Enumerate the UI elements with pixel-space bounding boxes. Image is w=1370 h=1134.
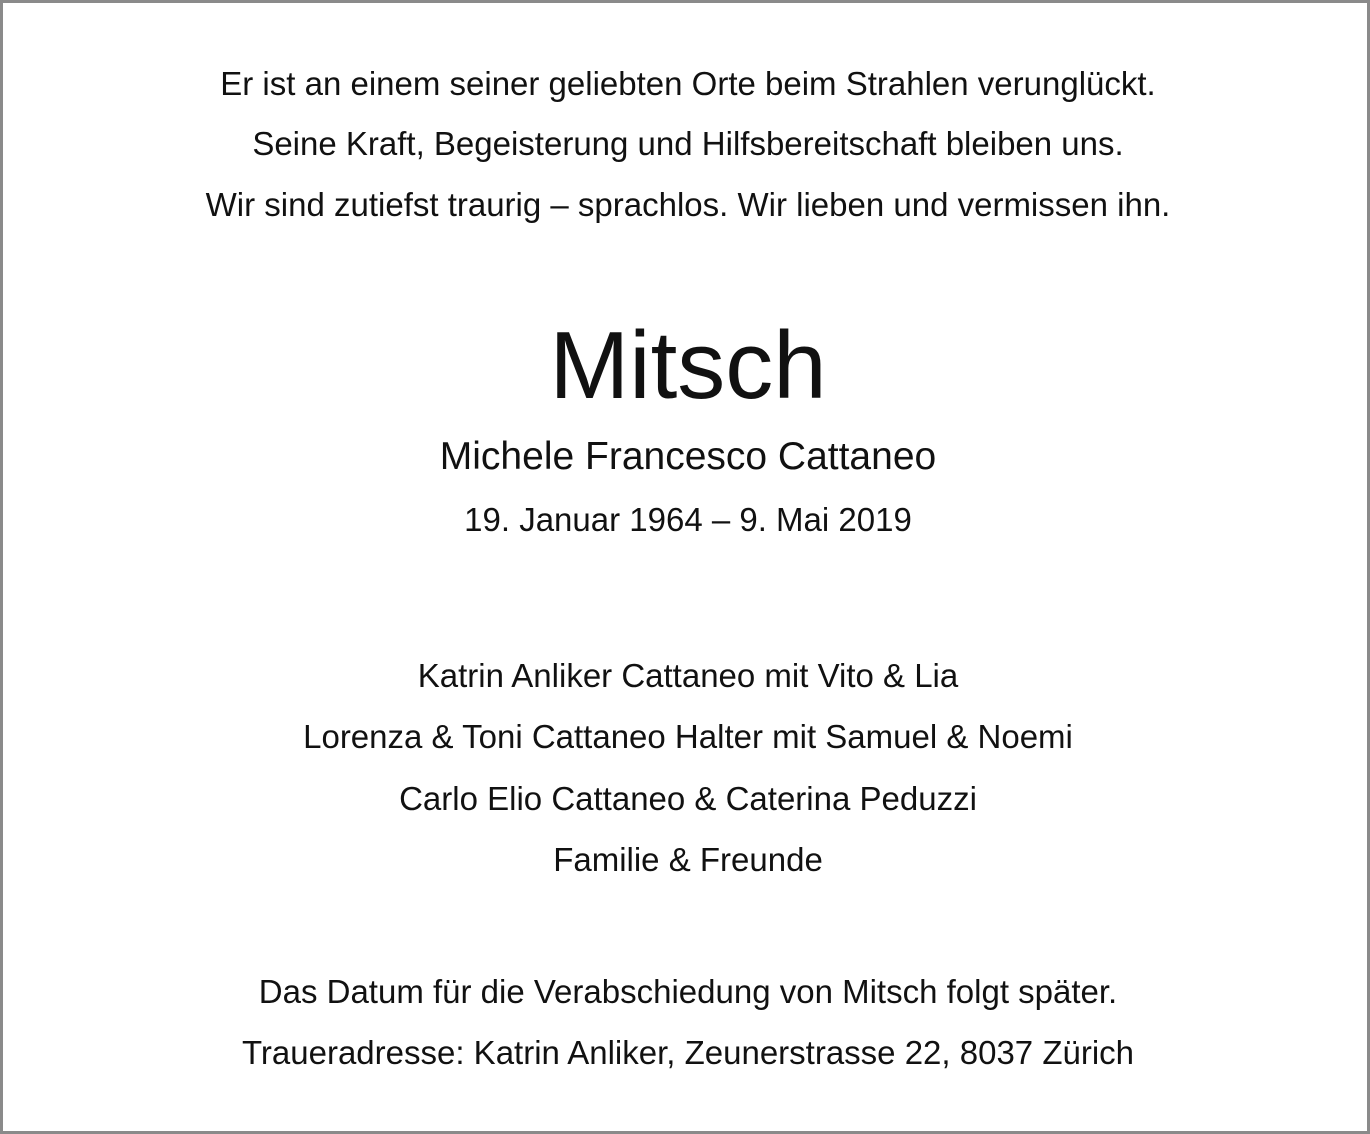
- deceased-nickname: Mitsch: [549, 312, 827, 419]
- intro-line-3: Wir sind zutiefst traurig – sprachlos. Wir lieben und vermissen ihn.: [205, 186, 1171, 223]
- deceased-full-name: Michele Francesco Cattaneo: [439, 435, 937, 478]
- life-dates: 19. Januar 1964 – 9. Mai 2019: [464, 501, 912, 538]
- mourner-line-4: Familie & Freunde: [553, 841, 823, 878]
- farewell-note: Das Datum für die Verabschiedung von Mitsch folgt später.: [258, 973, 1118, 1010]
- intro-line-1: Er ist an einem seiner geliebten Orte beim Strahlen verunglückt.: [220, 65, 1156, 102]
- mourning-address: Traueradresse: Katrin Anliker, Zeunerstrasse 22, 8037 Zürich: [241, 1034, 1135, 1071]
- mourner-line-1: Katrin Anliker Cattaneo mit Vito & Lia: [417, 657, 959, 694]
- mourner-line-2: Lorenza & Toni Cattaneo Halter mit Samuel & Noemi: [303, 718, 1073, 755]
- intro-line-2: Seine Kraft, Begeisterung und Hilfsbereitschaft bleiben uns.: [252, 125, 1124, 162]
- mourner-line-3: Carlo Elio Cattaneo & Caterina Peduzzi: [399, 780, 977, 817]
